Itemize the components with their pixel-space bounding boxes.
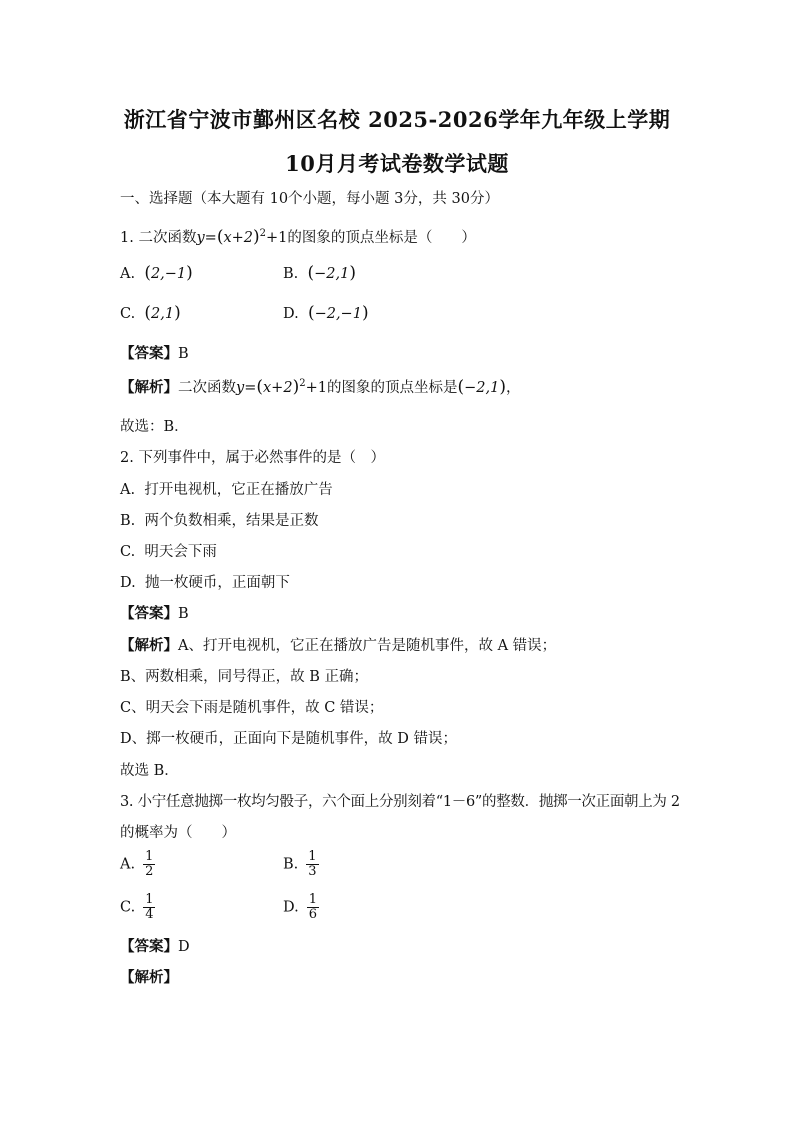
q1-option-a: A. (2,−1) (120, 263, 193, 283)
question-3-stem-line-1: 3. 小宁任意抛掷一枚均匀骰子，六个面上分别刻着“1－6”的整数．抛掷一次正面朝上为 2 (120, 794, 680, 810)
q1-stem-suffix: 的图象的顶点坐标是（ ） (287, 230, 476, 246)
q3-analysis-tag: 【解析】 (120, 969, 178, 986)
q3-option-c: C. $\frac{1}{4}$ (120, 892, 154, 922)
q1-option-b: B. (−2,1) (283, 263, 356, 283)
q2-analysis-line-4: D、掷一枚硬币，正面向下是随机事件，故 D 错误； (120, 731, 457, 747)
q3-option-a: A. $\frac{1}{2}$ (120, 849, 154, 879)
q2-analysis-line-3: C、明天会下雨是随机事件，故 C 错误； (120, 700, 384, 716)
q1-option-c: C. (2,1) (120, 303, 181, 323)
q2-option-b: B. 两个负数相乘，结果是正数 (120, 513, 319, 529)
q1-formula: $y=(x+2)^2+1$ (196, 227, 288, 247)
question-1-stem (120, 226, 476, 247)
q3-option-b: B. $\frac{1}{3}$ (283, 849, 317, 879)
question-2-stem: 2. 下列事件中，属于必然事件的是（ ） (120, 450, 385, 466)
q2-conclusion: 故选 B． (120, 763, 179, 779)
question-3-stem-line-2: 的概率为（ ） (120, 825, 236, 841)
section-heading: 一、选择题（本大题有 10个小题，每小题 3分，共 30分） (120, 191, 499, 207)
q1-analysis: 【解析】二次函数$y=(x+2)^2+1$的图象的顶点坐标是(−2,1)， (120, 377, 521, 397)
q1-option-d: D. (−2,−1) (283, 303, 369, 323)
page-title-line2: 10月月考试卷数学试题 (285, 151, 509, 176)
q2-option-a: A. 打开电视机，它正在播放广告 (120, 482, 333, 498)
q3-answer: 【答案】D (120, 938, 190, 955)
q2-option-d: D. 抛一枚硬币，正面朝下 (120, 575, 290, 591)
q1-stem-prefix: 1. 二次函数 (120, 230, 197, 246)
q2-option-c: C. 明天会下雨 (120, 544, 217, 560)
q1-conclusion: 故选：B． (120, 419, 189, 435)
q2-answer: 【答案】B (120, 605, 189, 622)
q2-analysis-line-2: B、两数相乘，同号得正，故 B 正确； (120, 669, 369, 685)
q1-answer: 【答案】B (120, 345, 189, 362)
page-title-line1: 浙江省宁波市鄞州区名校 2025-2026学年九年级上学期 (123, 107, 671, 132)
q3-option-d: D. $\frac{1}{6}$ (283, 892, 317, 922)
q2-analysis-line-1: 【解析】A、打开电视机，它正在播放广告是随机事件，故 A 错误； (120, 637, 557, 654)
